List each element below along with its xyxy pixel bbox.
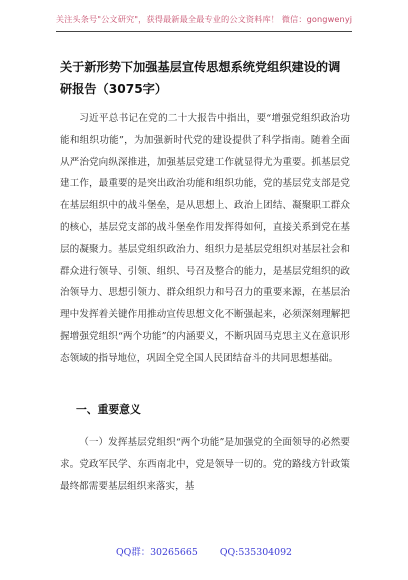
document-title: 关于新形势下加强基层宣传思想系统党组织建设的调研报告（3075字） bbox=[60, 60, 341, 96]
header-divider bbox=[56, 31, 352, 32]
footer-qq: QQ:535304092 bbox=[219, 547, 293, 558]
body-paragraph-1: 习近平总书记在党的二十大报告中指出，要“增强党组织政治功能和组织功能”，为加强新时代党的建设提供了科学指南。随着全面从严治党向纵深推进，加强基层党建工作就显得尤为重要。抓基层党建工作，最重要的是突出政治功能和组织功能，党的基层党支部是党在基层组织中的战斗堡垒，是从思想上、政治上团结、凝聚职工群众的核心，基层党支部的战斗堡垒作用发挥得如何，直接关系到党在基层的凝聚力。基层党组织政治力、组织力是基层党组织对基层社会和群众进行领导、引领、组织、号召及整合的能力，是基层党组织的政治领导力、思想引领力、群众组织力和号召力的重要来源，在基层治理中发挥着关键作用推动宣传思想文化不断强起来，必须深刻理解把握增强党组织“两个功能”的内涵要义，不断巩固马克思主义在意识形态领域的指导地位，巩固全党全国人民团结奋斗的共同思想基础。 bbox=[60, 113, 350, 364]
footer-qq-group: QQ群：30265665 bbox=[115, 547, 198, 558]
section-heading: 一、重要意义 bbox=[76, 403, 141, 416]
header-banner: 关注头条号"公文研究"，获得最新最全最专业的公文资料库！ 微信：gongwenyj bbox=[55, 14, 353, 24]
footer-contact bbox=[0, 544, 408, 558]
body-paragraph-2: （一）发挥基层党组织“两个功能”是加强党的全面领导的必然要求。党政军民学、东西南北中，党是领导一切的。党的路线方针政策最终都需要基层组织来落实，基 bbox=[60, 437, 350, 492]
